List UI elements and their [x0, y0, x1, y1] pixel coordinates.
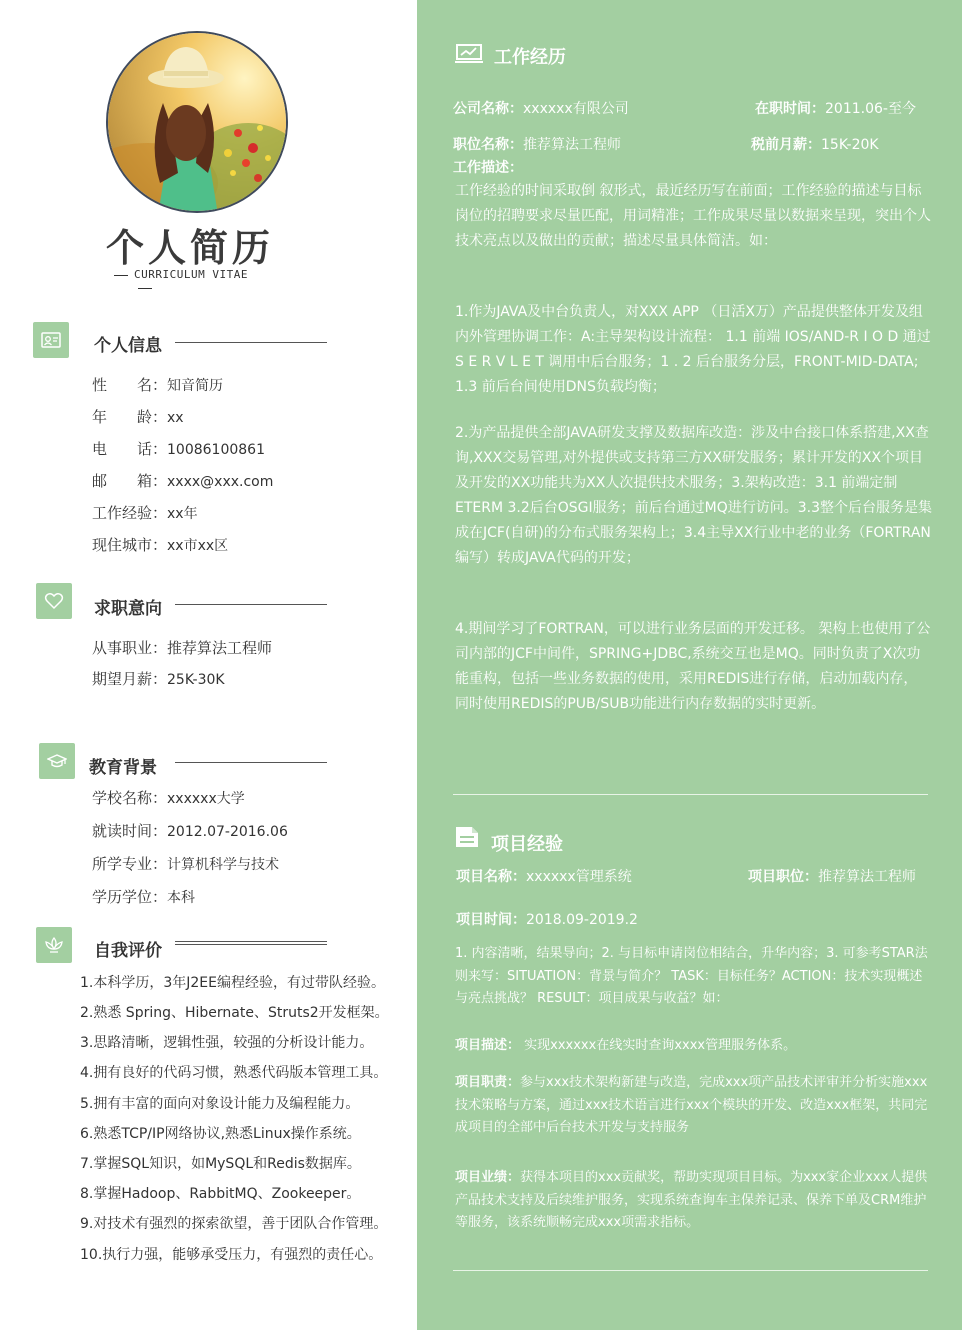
personal-row-age: 年 龄：xx	[92, 408, 184, 426]
self-eval-divider	[175, 941, 327, 945]
personal-row-name: 性 名：知音简历	[92, 376, 224, 394]
work-desc-label: 工作描述：	[453, 160, 523, 176]
self-eval-item: 10.执行力强，能够承受压力，有强烈的责任心。	[80, 1247, 383, 1263]
self-eval-item: 8.掌握Hadoop、RabbitMQ、Zookeeper。	[80, 1186, 361, 1202]
intent-divider	[175, 604, 327, 605]
education-row-school: 学校名称：xxxxxx大学	[92, 789, 245, 807]
education-row-major: 所学专业：计算机科学与技术	[92, 855, 280, 873]
presentation-icon	[455, 43, 483, 69]
self-eval-heading: 自我评价	[94, 941, 162, 961]
self-eval-item: 3.思路清晰，逻辑性强，较强的分析设计能力。	[80, 1035, 374, 1051]
intent-row-salary: 期望月薪：25K-30K	[92, 670, 225, 688]
self-eval-item: 2.熟悉 Spring、Hibernate、Struts2开发框架。	[80, 1005, 389, 1021]
education-row-time: 就读时间：2012.07-2016.06	[92, 822, 288, 840]
education-heading: 教育背景	[89, 758, 157, 778]
work-time: 在职时间：2011.06-至今	[755, 101, 916, 117]
self-eval-item: 7.掌握SQL知识，如MySQL和Redis数据库。	[80, 1156, 361, 1172]
project-name: 项目名称：xxxxxx管理系统	[456, 869, 632, 885]
work-company: 公司名称：xxxxxx有限公司	[453, 101, 629, 117]
self-eval-item: 6.熟悉TCP/IP网络协议,熟悉Linux操作系统。	[80, 1126, 361, 1142]
work-salary: 税前月薪：15K-20K	[751, 137, 879, 153]
personal-row-email: 邮 箱：xxxx@xxx.com	[92, 472, 274, 490]
resume-subtitle	[108, 268, 288, 294]
education-divider	[175, 762, 327, 763]
project-time: 项目时间：2018.09-2019.2	[456, 912, 638, 928]
project-intro: 1. 内容清晰，结果导向；2. 与目标申请岗位相结合，升华内容；3. 可参考STAR法则来写：SITUATION：背景与简介？ TASK：目标任务？ACTION：技术实现概述与亮点挑战？ RESULT：项目成果与收益？如：	[455, 946, 928, 1006]
heart-icon	[36, 583, 72, 619]
document-icon	[455, 826, 479, 852]
personal-row-experience: 工作经验：xx年	[92, 504, 198, 522]
personal-row-city: 现住城市：xx市xx区	[92, 536, 229, 554]
education-row-degree: 学历学位：本科	[92, 888, 196, 906]
subtitle-text: CURRICULUM VITAE	[134, 268, 248, 281]
project-duty: 项目职责：参与xxx技术架构新建与改造，完成xxx项产品技术评审并分析实施xxx技术策略与方案，通过xxx技术语言进行xxx个模块的开发、改造xxx框架，共同完成项目的全部中后台技术开发与支持服务	[455, 1075, 928, 1135]
graduation-cap-icon	[39, 743, 75, 779]
work-desc-intro: 工作经验的时间采取倒 叙形式，最近经历写在前面；工作经验的描述与目标岗位的招聘要求尽量匹配，用词精准；工作成果尽量以数据来呈现，突出个人技术亮点以及做出的贡献；描述尽量具体简洁。如：	[455, 183, 931, 249]
self-eval-item: 9.对技术有强烈的探索欲望，善于团队合作管理。	[80, 1216, 388, 1232]
project-result: 项目业绩：获得本项目的xxx贡献奖，帮助实现项目目标。为xxx家企业xxx人提供产品技术支持及后续维护服务，实现系统查询车主保养记录、保养下单及CRM维护等服务，该系统顺畅完成xxx项需求指标。	[455, 1170, 928, 1230]
subtitle-dash-left	[114, 275, 128, 276]
resume-title: 个人简历	[105, 226, 274, 270]
avatar	[106, 31, 288, 213]
work-desc-point-1: 1.作为JAVA及中台负责人，对XXX APP （日活X万）产品提供整体开发及组内外管理协调工作：A:主导架构设计流程： 1.1 前端 IOS/AND-R I O D 通过 S E R V L E T 调用中后台服务；1 . 2 后台服务分层，FRONT-MID-DATA; 1.3 前后台间使用DNS负载均衡；	[455, 304, 931, 395]
project-divider	[453, 1270, 928, 1271]
self-eval-item: 4.拥有良好的代码习惯，熟悉代码版本管理工具。	[80, 1065, 388, 1081]
project-desc: 项目描述： 实现xxxxxx在线实时查询xxxx管理服务体系。	[455, 1038, 797, 1053]
personal-heading: 个人信息	[94, 336, 162, 356]
work-desc-point-2: 2.为产品提供全部JAVA研发支撑及数据库改造：涉及中台接口体系搭建,XX查询,XXX交易管理,对外提供或支持第三方XX研发服务；累计开发的XX个项目及开发的XX功能共为XX人次提供技术服务；3.架构改造：3.1 前端定制ETERM 3.2后台OSGI服务；前后台通过MQ进行访问。3.3整个后台服务是集成在JCF(自研)的分布式服务架构上；3.4主导XX行业中老的业务（FORTRAN编写）转成JAVA代码的开发；	[455, 425, 933, 566]
subtitle-dash-right	[138, 288, 152, 289]
self-eval-item: 1.本科学历，3年J2EE编程经验，有过带队经验。	[80, 975, 385, 991]
personal-row-phone: 电 话：10086100861	[92, 440, 265, 458]
lotus-icon	[36, 927, 72, 963]
work-desc-point-4: 4.期间学习了FORTRAN，可以进行业务层面的开发迁移。 架构上也使用了公司内部的JCF中间件，SPRING+JDBC,系统交互也是MQ。同时负责了X次功能重构，包括一些业务数据的使用，采用REDIS进行存储，启动加载内存， 同时使用REDIS的PUB/SUB功能进行内存数据的实时更新。	[455, 621, 931, 712]
work-divider	[453, 794, 928, 795]
work-heading: 工作经历	[494, 47, 566, 68]
project-role: 项目职位：推荐算法工程师	[748, 869, 916, 885]
intent-row-job: 从事职业：推荐算法工程师	[92, 639, 273, 657]
personal-divider	[175, 342, 327, 343]
intent-heading: 求职意向	[94, 599, 162, 619]
self-eval-item: 5.拥有丰富的面向对象设计能力及编程能力。	[80, 1096, 360, 1112]
work-position: 职位名称：推荐算法工程师	[453, 137, 621, 153]
project-heading: 项目经验	[491, 834, 563, 855]
id-card-icon	[33, 322, 69, 358]
